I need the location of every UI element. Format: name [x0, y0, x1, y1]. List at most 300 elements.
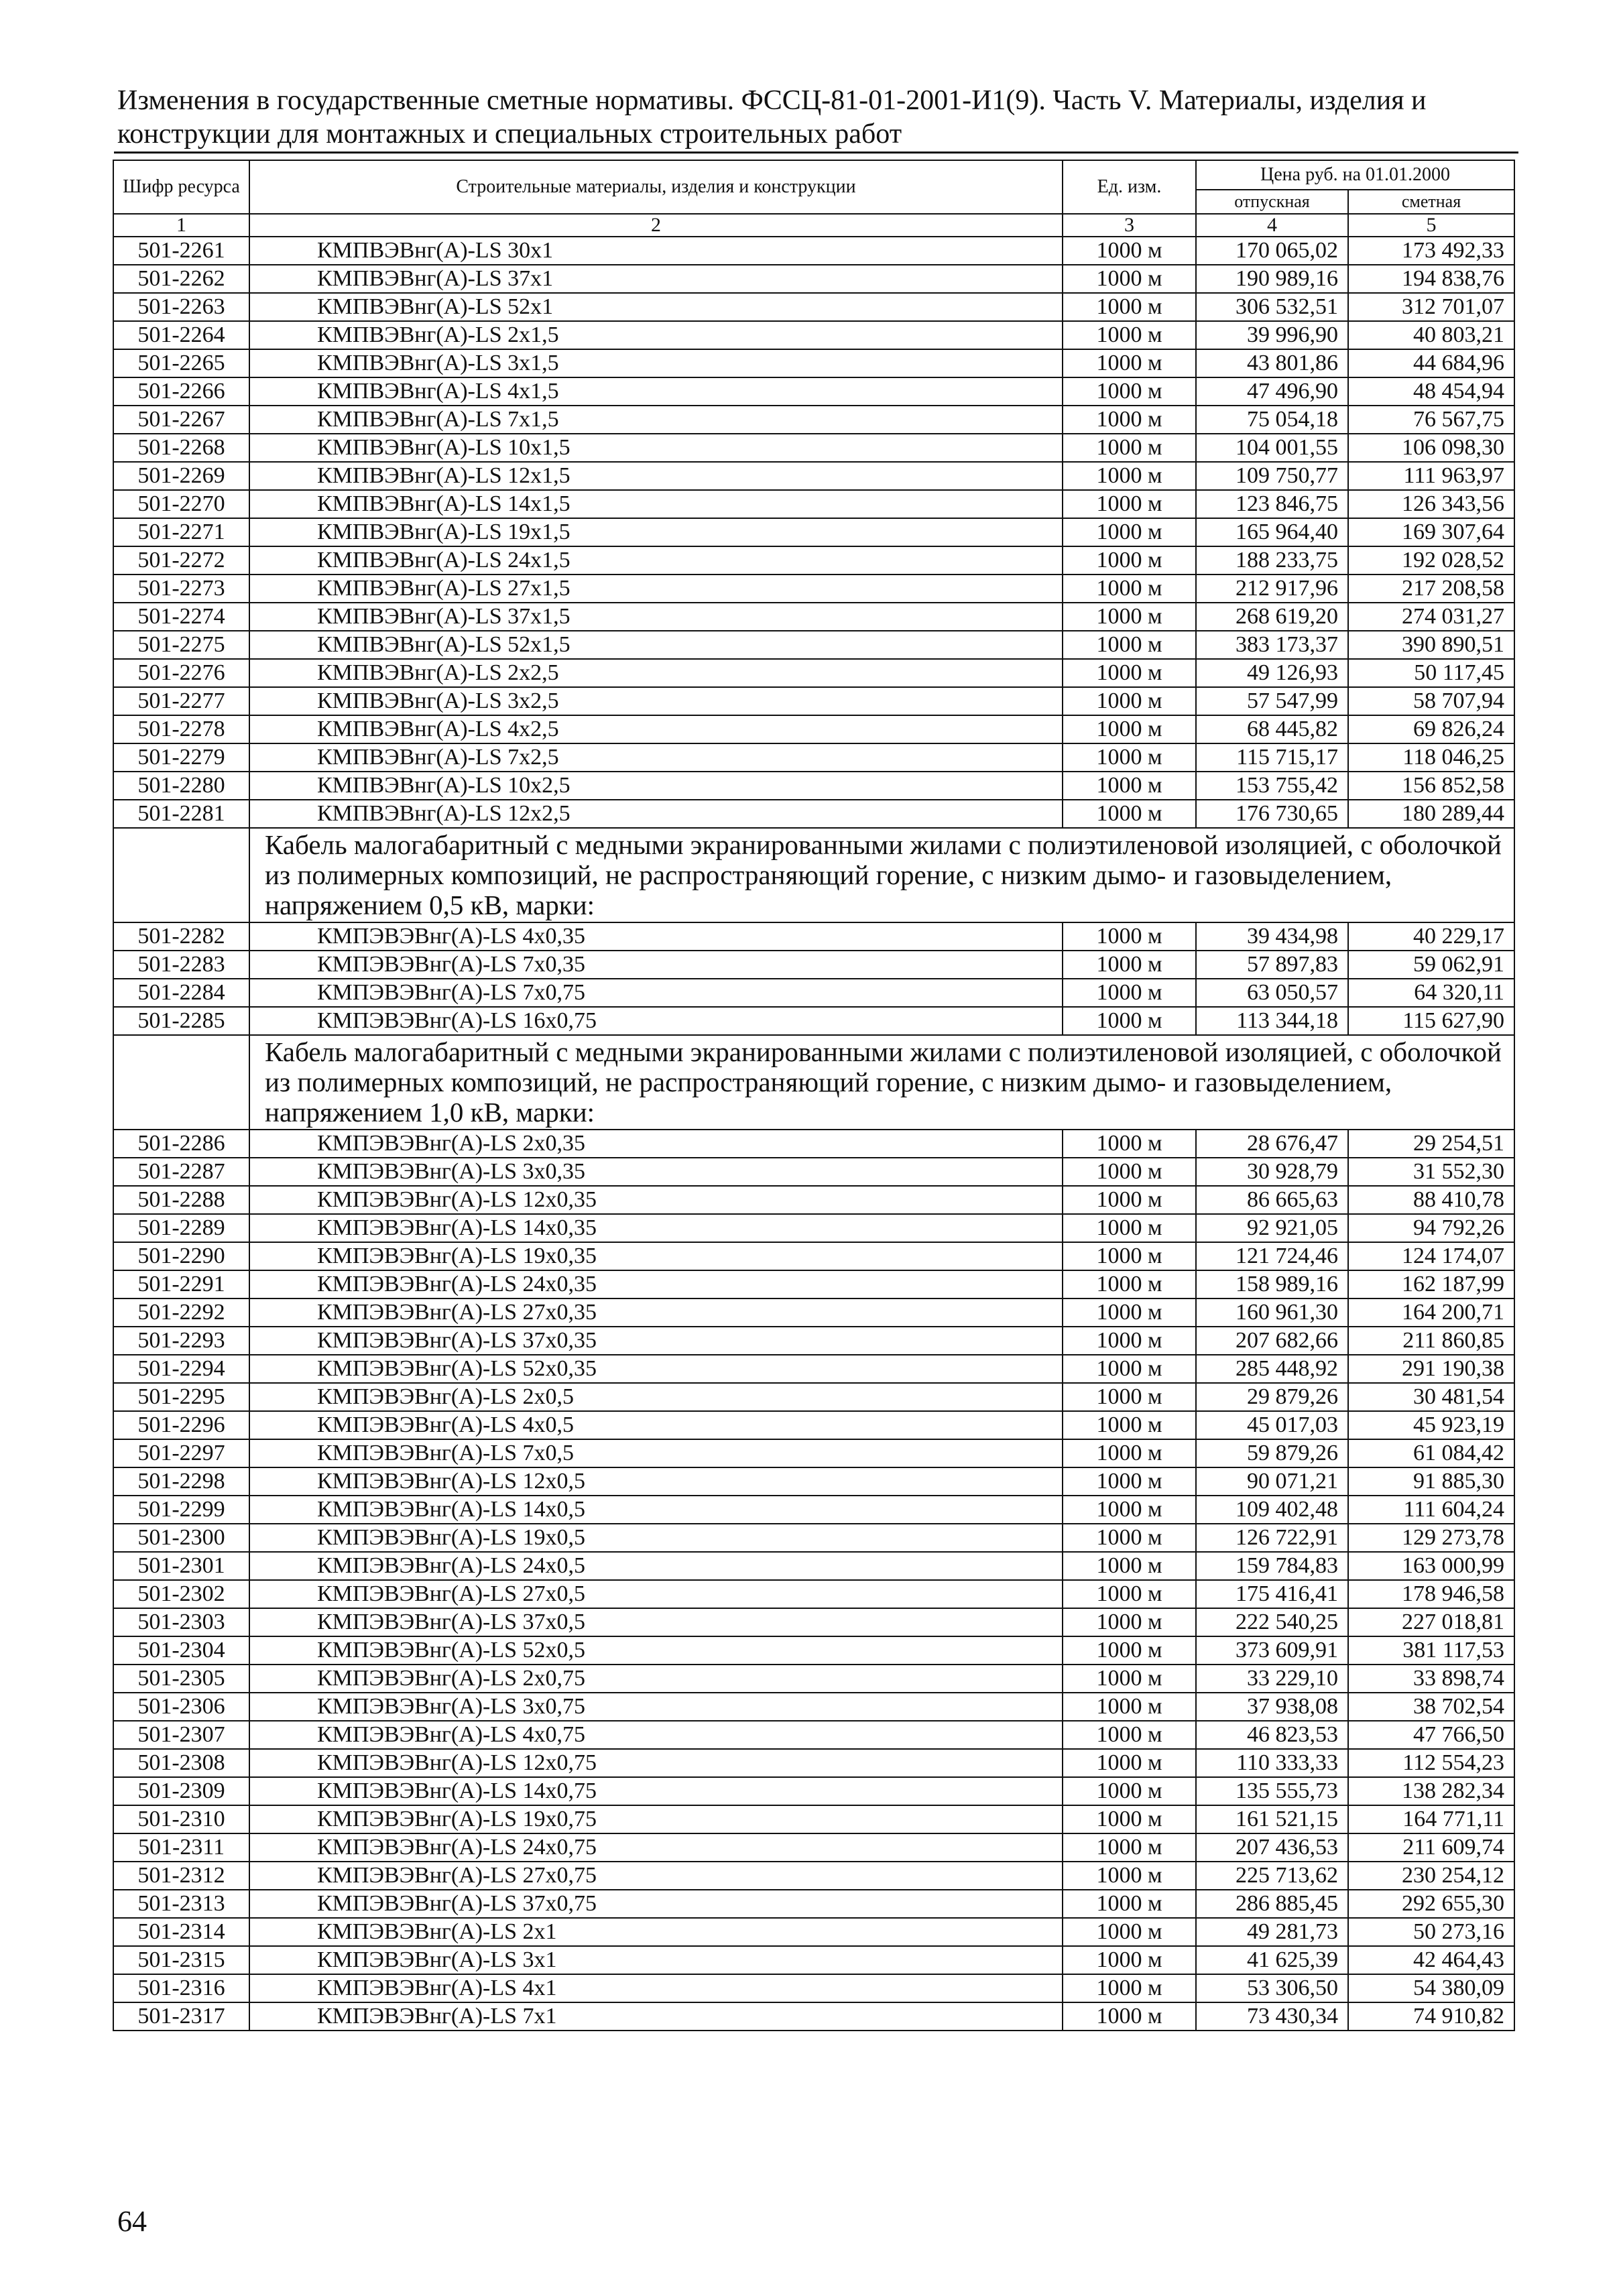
table-row — [113, 1608, 1514, 1636]
estimate-price-cell: 40 229,17 — [1348, 922, 1514, 951]
unit-cell: 1000 м — [1063, 951, 1196, 979]
unit-cell: 1000 м — [1063, 1186, 1196, 1214]
unit-cell: 1000 м — [1063, 1130, 1196, 1158]
material-name-cell: КМПЭВЭВнг(А)-LS 2х0,35 — [249, 1130, 1063, 1158]
unit-cell: 1000 м — [1063, 1833, 1196, 1862]
material-name-cell: КМПЭВЭВнг(А)-LS 24х0,5 — [249, 1552, 1063, 1580]
resource-code-cell: 501-2310 — [113, 1805, 249, 1833]
estimate-price-cell: 38 702,54 — [1348, 1693, 1514, 1721]
release-price-cell: 285 448,92 — [1196, 1355, 1348, 1383]
release-price-cell: 286 885,45 — [1196, 1890, 1348, 1918]
release-price-cell: 73 430,34 — [1196, 2002, 1348, 2031]
estimate-price-cell: 291 190,38 — [1348, 1355, 1514, 1383]
unit-cell: 1000 м — [1063, 1777, 1196, 1805]
table-row — [113, 237, 1514, 265]
unit-cell: 1000 м — [1063, 1974, 1196, 2002]
table-row — [113, 377, 1514, 406]
material-name-cell: КМПЭВЭВнг(А)-LS 7х0,5 — [249, 1439, 1063, 1467]
release-price-cell: 222 540,25 — [1196, 1608, 1348, 1636]
material-name-cell: КМПЭВЭВнг(А)-LS 19х0,35 — [249, 1242, 1063, 1270]
table-row — [113, 1974, 1514, 2002]
release-price-cell: 104 001,55 — [1196, 434, 1348, 462]
unit-cell: 1000 м — [1063, 1496, 1196, 1524]
header-line-1: Изменения в государственные сметные нормативы. ФССЦ-81-01-2001-И1(9). Часть V. Материалы, изделия и — [117, 85, 1427, 116]
resource-code-cell: 501-2273 — [113, 575, 249, 603]
unit-cell: 1000 м — [1063, 1890, 1196, 1918]
estimate-price-cell: 91 885,30 — [1348, 1467, 1514, 1496]
unit-cell: 1000 м — [1063, 575, 1196, 603]
unit-cell: 1000 м — [1063, 659, 1196, 687]
unit-cell: 1000 м — [1063, 1946, 1196, 1974]
section-title: Кабель малогабаритный с медными экранированными жилами с полиэтиленовой изоляцией, с оболочкой из полимерных композиций, не распространяющий горение, с низким дымо- и газовыделением, напряжением 1,0 кВ, марки: — [249, 1035, 1514, 1130]
estimate-price-cell: 274 031,27 — [1348, 603, 1514, 631]
table-row — [113, 546, 1514, 575]
unit-cell: 1000 м — [1063, 800, 1196, 828]
col-header-name: Строительные материалы, изделия и конструкции — [249, 160, 1063, 214]
material-name-cell: КМПЭВЭВнг(А)-LS 14х0,35 — [249, 1214, 1063, 1242]
release-price-cell: 207 436,53 — [1196, 1833, 1348, 1862]
table-row — [113, 293, 1514, 321]
material-name-cell: КМПЭВЭВнг(А)-LS 24х0,35 — [249, 1270, 1063, 1298]
estimate-price-cell: 59 062,91 — [1348, 951, 1514, 979]
release-price-cell: 212 917,96 — [1196, 575, 1348, 603]
unit-cell: 1000 м — [1063, 1467, 1196, 1496]
col-header-price: Цена руб. на 01.01.2000 — [1196, 160, 1514, 190]
material-name-cell: КМПЭВЭВнг(А)-LS 24х0,75 — [249, 1833, 1063, 1862]
release-price-cell: 49 126,93 — [1196, 659, 1348, 687]
material-name-cell: КМПЭВЭВнг(А)-LS 52х0,35 — [249, 1355, 1063, 1383]
resource-code-cell: 501-2286 — [113, 1130, 249, 1158]
material-name-cell: КМПВЭВнг(А)-LS 12х2,5 — [249, 800, 1063, 828]
estimate-price-cell: 50 273,16 — [1348, 1918, 1514, 1946]
unit-cell: 1000 м — [1063, 1693, 1196, 1721]
material-name-cell: КМПЭВЭВнг(А)-LS 37х0,35 — [249, 1327, 1063, 1355]
material-name-cell: КМПВЭВнг(А)-LS 2х1,5 — [249, 321, 1063, 349]
estimate-price-cell: 129 273,78 — [1348, 1524, 1514, 1552]
table-row — [113, 321, 1514, 349]
resource-code-cell: 501-2263 — [113, 293, 249, 321]
material-name-cell: КМПВЭВнг(А)-LS 2х2,5 — [249, 659, 1063, 687]
estimate-price-cell: 94 792,26 — [1348, 1214, 1514, 1242]
estimate-price-cell: 42 464,43 — [1348, 1946, 1514, 1974]
unit-cell: 1000 м — [1063, 1411, 1196, 1439]
estimate-price-cell: 33 898,74 — [1348, 1665, 1514, 1693]
col-header-unit: Ед. изм. — [1063, 160, 1196, 214]
release-price-cell: 158 989,16 — [1196, 1270, 1348, 1298]
table-row — [113, 1665, 1514, 1693]
table-row — [113, 687, 1514, 715]
table-row — [113, 1777, 1514, 1805]
estimate-price-cell: 126 343,56 — [1348, 490, 1514, 518]
material-name-cell: КМПЭВЭВнг(А)-LS 2х0,5 — [249, 1383, 1063, 1411]
unit-cell: 1000 м — [1063, 406, 1196, 434]
table-row — [113, 1749, 1514, 1777]
material-name-cell: КМПВЭВнг(А)-LS 52х1 — [249, 293, 1063, 321]
resource-code-cell: 501-2290 — [113, 1242, 249, 1270]
material-name-cell: КМПЭВЭВнг(А)-LS 4х0,35 — [249, 922, 1063, 951]
unit-cell: 1000 м — [1063, 922, 1196, 951]
table-row — [113, 1130, 1514, 1158]
release-price-cell: 113 344,18 — [1196, 1007, 1348, 1035]
estimate-price-cell: 40 803,21 — [1348, 321, 1514, 349]
release-price-cell: 153 755,42 — [1196, 772, 1348, 800]
estimate-price-cell: 230 254,12 — [1348, 1862, 1514, 1890]
material-name-cell: КМПВЭВнг(А)-LS 19х1,5 — [249, 518, 1063, 546]
resource-code-cell: 501-2303 — [113, 1608, 249, 1636]
material-name-cell: КМПВЭВнг(А)-LS 37х1 — [249, 265, 1063, 293]
release-price-cell: 159 784,83 — [1196, 1552, 1348, 1580]
release-price-cell: 373 609,91 — [1196, 1636, 1348, 1665]
estimate-price-cell: 50 117,45 — [1348, 659, 1514, 687]
table-row — [113, 772, 1514, 800]
release-price-cell: 49 281,73 — [1196, 1918, 1348, 1946]
table-row — [113, 1805, 1514, 1833]
release-price-cell: 90 071,21 — [1196, 1467, 1348, 1496]
estimate-price-cell: 217 208,58 — [1348, 575, 1514, 603]
resource-code-cell: 501-2288 — [113, 1186, 249, 1214]
unit-cell: 1000 м — [1063, 1721, 1196, 1749]
estimate-price-cell: 74 910,82 — [1348, 2002, 1514, 2031]
unit-cell: 1000 м — [1063, 518, 1196, 546]
release-price-cell: 126 722,91 — [1196, 1524, 1348, 1552]
estimate-price-cell: 44 684,96 — [1348, 349, 1514, 377]
resource-code-cell: 501-2271 — [113, 518, 249, 546]
release-price-cell: 41 625,39 — [1196, 1946, 1348, 1974]
estimate-price-cell: 29 254,51 — [1348, 1130, 1514, 1158]
resource-code-cell: 501-2291 — [113, 1270, 249, 1298]
estimate-price-cell: 381 117,53 — [1348, 1636, 1514, 1665]
material-name-cell: КМПЭВЭВнг(А)-LS 4х1 — [249, 1974, 1063, 2002]
resource-code-cell: 501-2299 — [113, 1496, 249, 1524]
resource-code-cell: 501-2308 — [113, 1749, 249, 1777]
release-price-cell: 39 996,90 — [1196, 321, 1348, 349]
release-price-cell: 59 879,26 — [1196, 1439, 1348, 1467]
resource-code-cell: 501-2297 — [113, 1439, 249, 1467]
estimate-price-cell: 69 826,24 — [1348, 715, 1514, 743]
unit-cell: 1000 м — [1063, 1608, 1196, 1636]
resource-code-cell: 501-2307 — [113, 1721, 249, 1749]
table-row — [113, 1270, 1514, 1298]
table-row — [113, 1833, 1514, 1862]
resource-code-cell: 501-2301 — [113, 1552, 249, 1580]
resource-code-cell: 501-2292 — [113, 1298, 249, 1327]
material-name-cell: КМПЭВЭВнг(А)-LS 19х0,5 — [249, 1524, 1063, 1552]
unit-cell: 1000 м — [1063, 1242, 1196, 1270]
resource-code-cell: 501-2279 — [113, 743, 249, 772]
resource-code-cell: 501-2280 — [113, 772, 249, 800]
table-row — [113, 2002, 1514, 2031]
section-empty-cell — [113, 1035, 249, 1130]
estimate-price-cell: 88 410,78 — [1348, 1186, 1514, 1214]
resource-code-cell: 501-2265 — [113, 349, 249, 377]
release-price-cell: 33 229,10 — [1196, 1665, 1348, 1693]
resource-code-cell: 501-2274 — [113, 603, 249, 631]
estimate-price-cell: 58 707,94 — [1348, 687, 1514, 715]
col-header-code: Шифр ресурса — [113, 160, 249, 214]
table-body — [113, 237, 1514, 2031]
estimate-price-cell: 111 963,97 — [1348, 462, 1514, 490]
estimate-price-cell: 111 604,24 — [1348, 1496, 1514, 1524]
estimate-price-cell: 164 771,11 — [1348, 1805, 1514, 1833]
unit-cell: 1000 м — [1063, 462, 1196, 490]
material-name-cell: КМПЭВЭВнг(А)-LS 14х0,75 — [249, 1777, 1063, 1805]
material-name-cell: КМПЭВЭВнг(А)-LS 52х0,5 — [249, 1636, 1063, 1665]
unit-cell: 1000 м — [1063, 1383, 1196, 1411]
material-name-cell: КМПЭВЭВнг(А)-LS 12х0,5 — [249, 1467, 1063, 1496]
col-header-release: отпускная — [1196, 190, 1348, 214]
page-number: 64 — [117, 2205, 147, 2238]
resource-code-cell: 501-2306 — [113, 1693, 249, 1721]
material-name-cell: КМПЭВЭВнг(А)-LS 27х0,5 — [249, 1580, 1063, 1608]
unit-cell: 1000 м — [1063, 1749, 1196, 1777]
material-name-cell: КМПЭВЭВнг(А)-LS 37х0,5 — [249, 1608, 1063, 1636]
unit-cell: 1000 м — [1063, 1327, 1196, 1355]
resource-code-cell: 501-2293 — [113, 1327, 249, 1355]
estimate-price-cell: 164 200,71 — [1348, 1298, 1514, 1327]
unit-cell: 1000 м — [1063, 237, 1196, 265]
resource-code-cell: 501-2317 — [113, 2002, 249, 2031]
resource-code-cell: 501-2277 — [113, 687, 249, 715]
estimate-price-cell: 138 282,34 — [1348, 1777, 1514, 1805]
material-name-cell: КМПЭВЭВнг(А)-LS 4х0,5 — [249, 1411, 1063, 1439]
material-name-cell: КМПЭВЭВнг(А)-LS 27х0,35 — [249, 1298, 1063, 1327]
table-row — [113, 1636, 1514, 1665]
unit-cell: 1000 м — [1063, 1270, 1196, 1298]
unit-cell: 1000 м — [1063, 1214, 1196, 1242]
material-name-cell: КМПВЭВнг(А)-LS 7х1,5 — [249, 406, 1063, 434]
table-row — [113, 1242, 1514, 1270]
table-row — [113, 743, 1514, 772]
material-name-cell: КМПЭВЭВнг(А)-LS 19х0,75 — [249, 1805, 1063, 1833]
unit-cell: 1000 м — [1063, 631, 1196, 659]
estimate-price-cell: 47 766,50 — [1348, 1721, 1514, 1749]
release-price-cell: 57 547,99 — [1196, 687, 1348, 715]
section-header-row — [113, 828, 1514, 922]
unit-cell: 1000 м — [1063, 1355, 1196, 1383]
table-row — [113, 1721, 1514, 1749]
release-price-cell: 225 713,62 — [1196, 1862, 1348, 1890]
resource-code-cell: 501-2276 — [113, 659, 249, 687]
table-row — [113, 265, 1514, 293]
release-price-cell: 43 801,86 — [1196, 349, 1348, 377]
table-row — [113, 1693, 1514, 1721]
resource-code-cell: 501-2268 — [113, 434, 249, 462]
release-price-cell: 188 233,75 — [1196, 546, 1348, 575]
material-name-cell: КМПЭВЭВнг(А)-LS 3х1 — [249, 1946, 1063, 1974]
resource-code-cell: 501-2266 — [113, 377, 249, 406]
material-name-cell: КМПВЭВнг(А)-LS 10х2,5 — [249, 772, 1063, 800]
section-empty-cell — [113, 828, 249, 922]
release-price-cell: 121 724,46 — [1196, 1242, 1348, 1270]
material-name-cell: КМПВЭВнг(А)-LS 4х2,5 — [249, 715, 1063, 743]
unit-cell: 1000 м — [1063, 1298, 1196, 1327]
material-name-cell: КМПЭВЭВнг(А)-LS 4х0,75 — [249, 1721, 1063, 1749]
material-name-cell: КМПЭВЭВнг(А)-LS 2х1 — [249, 1918, 1063, 1946]
estimate-price-cell: 312 701,07 — [1348, 293, 1514, 321]
release-price-cell: 46 823,53 — [1196, 1721, 1348, 1749]
release-price-cell: 92 921,05 — [1196, 1214, 1348, 1242]
resource-code-cell: 501-2315 — [113, 1946, 249, 1974]
table-row — [113, 1524, 1514, 1552]
unit-cell: 1000 м — [1063, 1805, 1196, 1833]
unit-cell: 1000 м — [1063, 1665, 1196, 1693]
release-price-cell: 86 665,63 — [1196, 1186, 1348, 1214]
release-price-cell: 175 416,41 — [1196, 1580, 1348, 1608]
table-row — [113, 462, 1514, 490]
table-row — [113, 1383, 1514, 1411]
resource-code-cell: 501-2295 — [113, 1383, 249, 1411]
release-price-cell: 29 879,26 — [1196, 1383, 1348, 1411]
estimate-price-cell: 169 307,64 — [1348, 518, 1514, 546]
col-number-4: 4 — [1196, 214, 1348, 237]
section-header-row — [113, 1035, 1514, 1130]
header-line-2: конструкции для монтажных и специальных строительных работ — [117, 119, 902, 149]
table-row — [113, 603, 1514, 631]
release-price-cell: 28 676,47 — [1196, 1130, 1348, 1158]
table-row — [113, 1918, 1514, 1946]
resource-code-cell: 501-2261 — [113, 237, 249, 265]
unit-cell: 1000 м — [1063, 603, 1196, 631]
unit-cell: 1000 м — [1063, 377, 1196, 406]
resource-code-cell: 501-2316 — [113, 1974, 249, 2002]
release-price-cell: 160 961,30 — [1196, 1298, 1348, 1327]
table-row — [113, 1946, 1514, 1974]
resource-code-cell: 501-2300 — [113, 1524, 249, 1552]
release-price-cell: 165 964,40 — [1196, 518, 1348, 546]
estimate-price-cell: 106 098,30 — [1348, 434, 1514, 462]
release-price-cell: 47 496,90 — [1196, 377, 1348, 406]
table-row — [113, 575, 1514, 603]
table-row — [113, 951, 1514, 979]
estimate-price-cell: 178 946,58 — [1348, 1580, 1514, 1608]
unit-cell: 1000 м — [1063, 490, 1196, 518]
table-row — [113, 434, 1514, 462]
estimate-price-cell: 31 552,30 — [1348, 1158, 1514, 1186]
resource-code-cell: 501-2311 — [113, 1833, 249, 1862]
release-price-cell: 190 989,16 — [1196, 265, 1348, 293]
estimate-price-cell: 115 627,90 — [1348, 1007, 1514, 1035]
material-name-cell: КМПВЭВнг(А)-LS 7х2,5 — [249, 743, 1063, 772]
estimate-price-cell: 194 838,76 — [1348, 265, 1514, 293]
estimate-price-cell: 390 890,51 — [1348, 631, 1514, 659]
material-name-cell: КМПЭВЭВнг(А)-LS 7х1 — [249, 2002, 1063, 2031]
unit-cell: 1000 м — [1063, 2002, 1196, 2031]
table-row — [113, 922, 1514, 951]
table-row — [113, 1214, 1514, 1242]
material-name-cell: КМПВЭВнг(А)-LS 27х1,5 — [249, 575, 1063, 603]
resource-code-cell: 501-2304 — [113, 1636, 249, 1665]
table-row — [113, 1298, 1514, 1327]
table-row — [113, 490, 1514, 518]
table-row — [113, 406, 1514, 434]
release-price-cell: 207 682,66 — [1196, 1327, 1348, 1355]
resource-code-cell: 501-2281 — [113, 800, 249, 828]
resource-code-cell: 501-2269 — [113, 462, 249, 490]
estimate-price-cell: 118 046,25 — [1348, 743, 1514, 772]
table-row — [113, 659, 1514, 687]
material-name-cell: КМПВЭВнг(А)-LS 52х1,5 — [249, 631, 1063, 659]
resource-code-cell: 501-2283 — [113, 951, 249, 979]
release-price-cell: 37 938,08 — [1196, 1693, 1348, 1721]
table-row — [113, 1467, 1514, 1496]
table-row — [113, 1007, 1514, 1035]
release-price-cell: 53 306,50 — [1196, 1974, 1348, 2002]
release-price-cell: 110 333,33 — [1196, 1749, 1348, 1777]
material-name-cell: КМПЭВЭВнг(А)-LS 3х0,35 — [249, 1158, 1063, 1186]
page-header — [117, 84, 1515, 151]
estimate-price-cell: 45 923,19 — [1348, 1411, 1514, 1439]
table-row — [113, 1496, 1514, 1524]
unit-cell: 1000 м — [1063, 1524, 1196, 1552]
table-row — [113, 1158, 1514, 1186]
unit-cell: 1000 м — [1063, 265, 1196, 293]
table-row — [113, 631, 1514, 659]
unit-cell: 1000 м — [1063, 1007, 1196, 1035]
unit-cell: 1000 м — [1063, 1636, 1196, 1665]
release-price-cell: 68 445,82 — [1196, 715, 1348, 743]
release-price-cell: 123 846,75 — [1196, 490, 1348, 518]
material-name-cell: КМПЭВЭВнг(А)-LS 37х0,75 — [249, 1890, 1063, 1918]
resource-code-cell: 501-2264 — [113, 321, 249, 349]
resource-code-cell: 501-2284 — [113, 979, 249, 1007]
table-row — [113, 979, 1514, 1007]
material-name-cell: КМПЭВЭВнг(А)-LS 16х0,75 — [249, 1007, 1063, 1035]
estimate-price-cell: 54 380,09 — [1348, 1974, 1514, 2002]
section-title: Кабель малогабаритный с медными экранированными жилами с полиэтиленовой изоляцией, с оболочкой из полимерных композиций, не распространяющий горение, с низким дымо- и газовыделением, напряжением 0,5 кВ, марки: — [249, 828, 1514, 922]
unit-cell: 1000 м — [1063, 293, 1196, 321]
material-name-cell: КМПВЭВнг(А)-LS 3х1,5 — [249, 349, 1063, 377]
table-row — [113, 1580, 1514, 1608]
release-price-cell: 109 402,48 — [1196, 1496, 1348, 1524]
resource-code-cell: 501-2282 — [113, 922, 249, 951]
material-name-cell: КМПВЭВнг(А)-LS 12х1,5 — [249, 462, 1063, 490]
unit-cell: 1000 м — [1063, 434, 1196, 462]
table-row — [113, 1355, 1514, 1383]
resource-code-cell: 501-2289 — [113, 1214, 249, 1242]
unit-cell: 1000 м — [1063, 321, 1196, 349]
release-price-cell: 383 173,37 — [1196, 631, 1348, 659]
release-price-cell: 57 897,83 — [1196, 951, 1348, 979]
material-name-cell: КМПВЭВнг(А)-LS 37х1,5 — [249, 603, 1063, 631]
estimate-price-cell: 76 567,75 — [1348, 406, 1514, 434]
material-name-cell: КМПВЭВнг(А)-LS 24х1,5 — [249, 546, 1063, 575]
unit-cell: 1000 м — [1063, 687, 1196, 715]
resource-code-cell: 501-2296 — [113, 1411, 249, 1439]
unit-cell: 1000 м — [1063, 743, 1196, 772]
resource-code-cell: 501-2278 — [113, 715, 249, 743]
table-row — [113, 1890, 1514, 1918]
estimate-price-cell: 124 174,07 — [1348, 1242, 1514, 1270]
resource-code-cell: 501-2262 — [113, 265, 249, 293]
estimate-price-cell: 227 018,81 — [1348, 1608, 1514, 1636]
table-row — [113, 1411, 1514, 1439]
resource-code-cell: 501-2313 — [113, 1890, 249, 1918]
table-row — [113, 1552, 1514, 1580]
col-number-5: 5 — [1348, 214, 1514, 237]
release-price-cell: 161 521,15 — [1196, 1805, 1348, 1833]
resource-code-cell: 501-2302 — [113, 1580, 249, 1608]
estimate-price-cell: 292 655,30 — [1348, 1890, 1514, 1918]
col-number-3: 3 — [1063, 214, 1196, 237]
estimate-price-cell: 112 554,23 — [1348, 1749, 1514, 1777]
estimate-price-cell: 162 187,99 — [1348, 1270, 1514, 1298]
header-divider — [114, 152, 1518, 154]
resource-code-cell: 501-2305 — [113, 1665, 249, 1693]
release-price-cell: 63 050,57 — [1196, 979, 1348, 1007]
estimate-price-cell: 64 320,11 — [1348, 979, 1514, 1007]
material-name-cell: КМПЭВЭВнг(А)-LS 7х0,75 — [249, 979, 1063, 1007]
release-price-cell: 176 730,65 — [1196, 800, 1348, 828]
